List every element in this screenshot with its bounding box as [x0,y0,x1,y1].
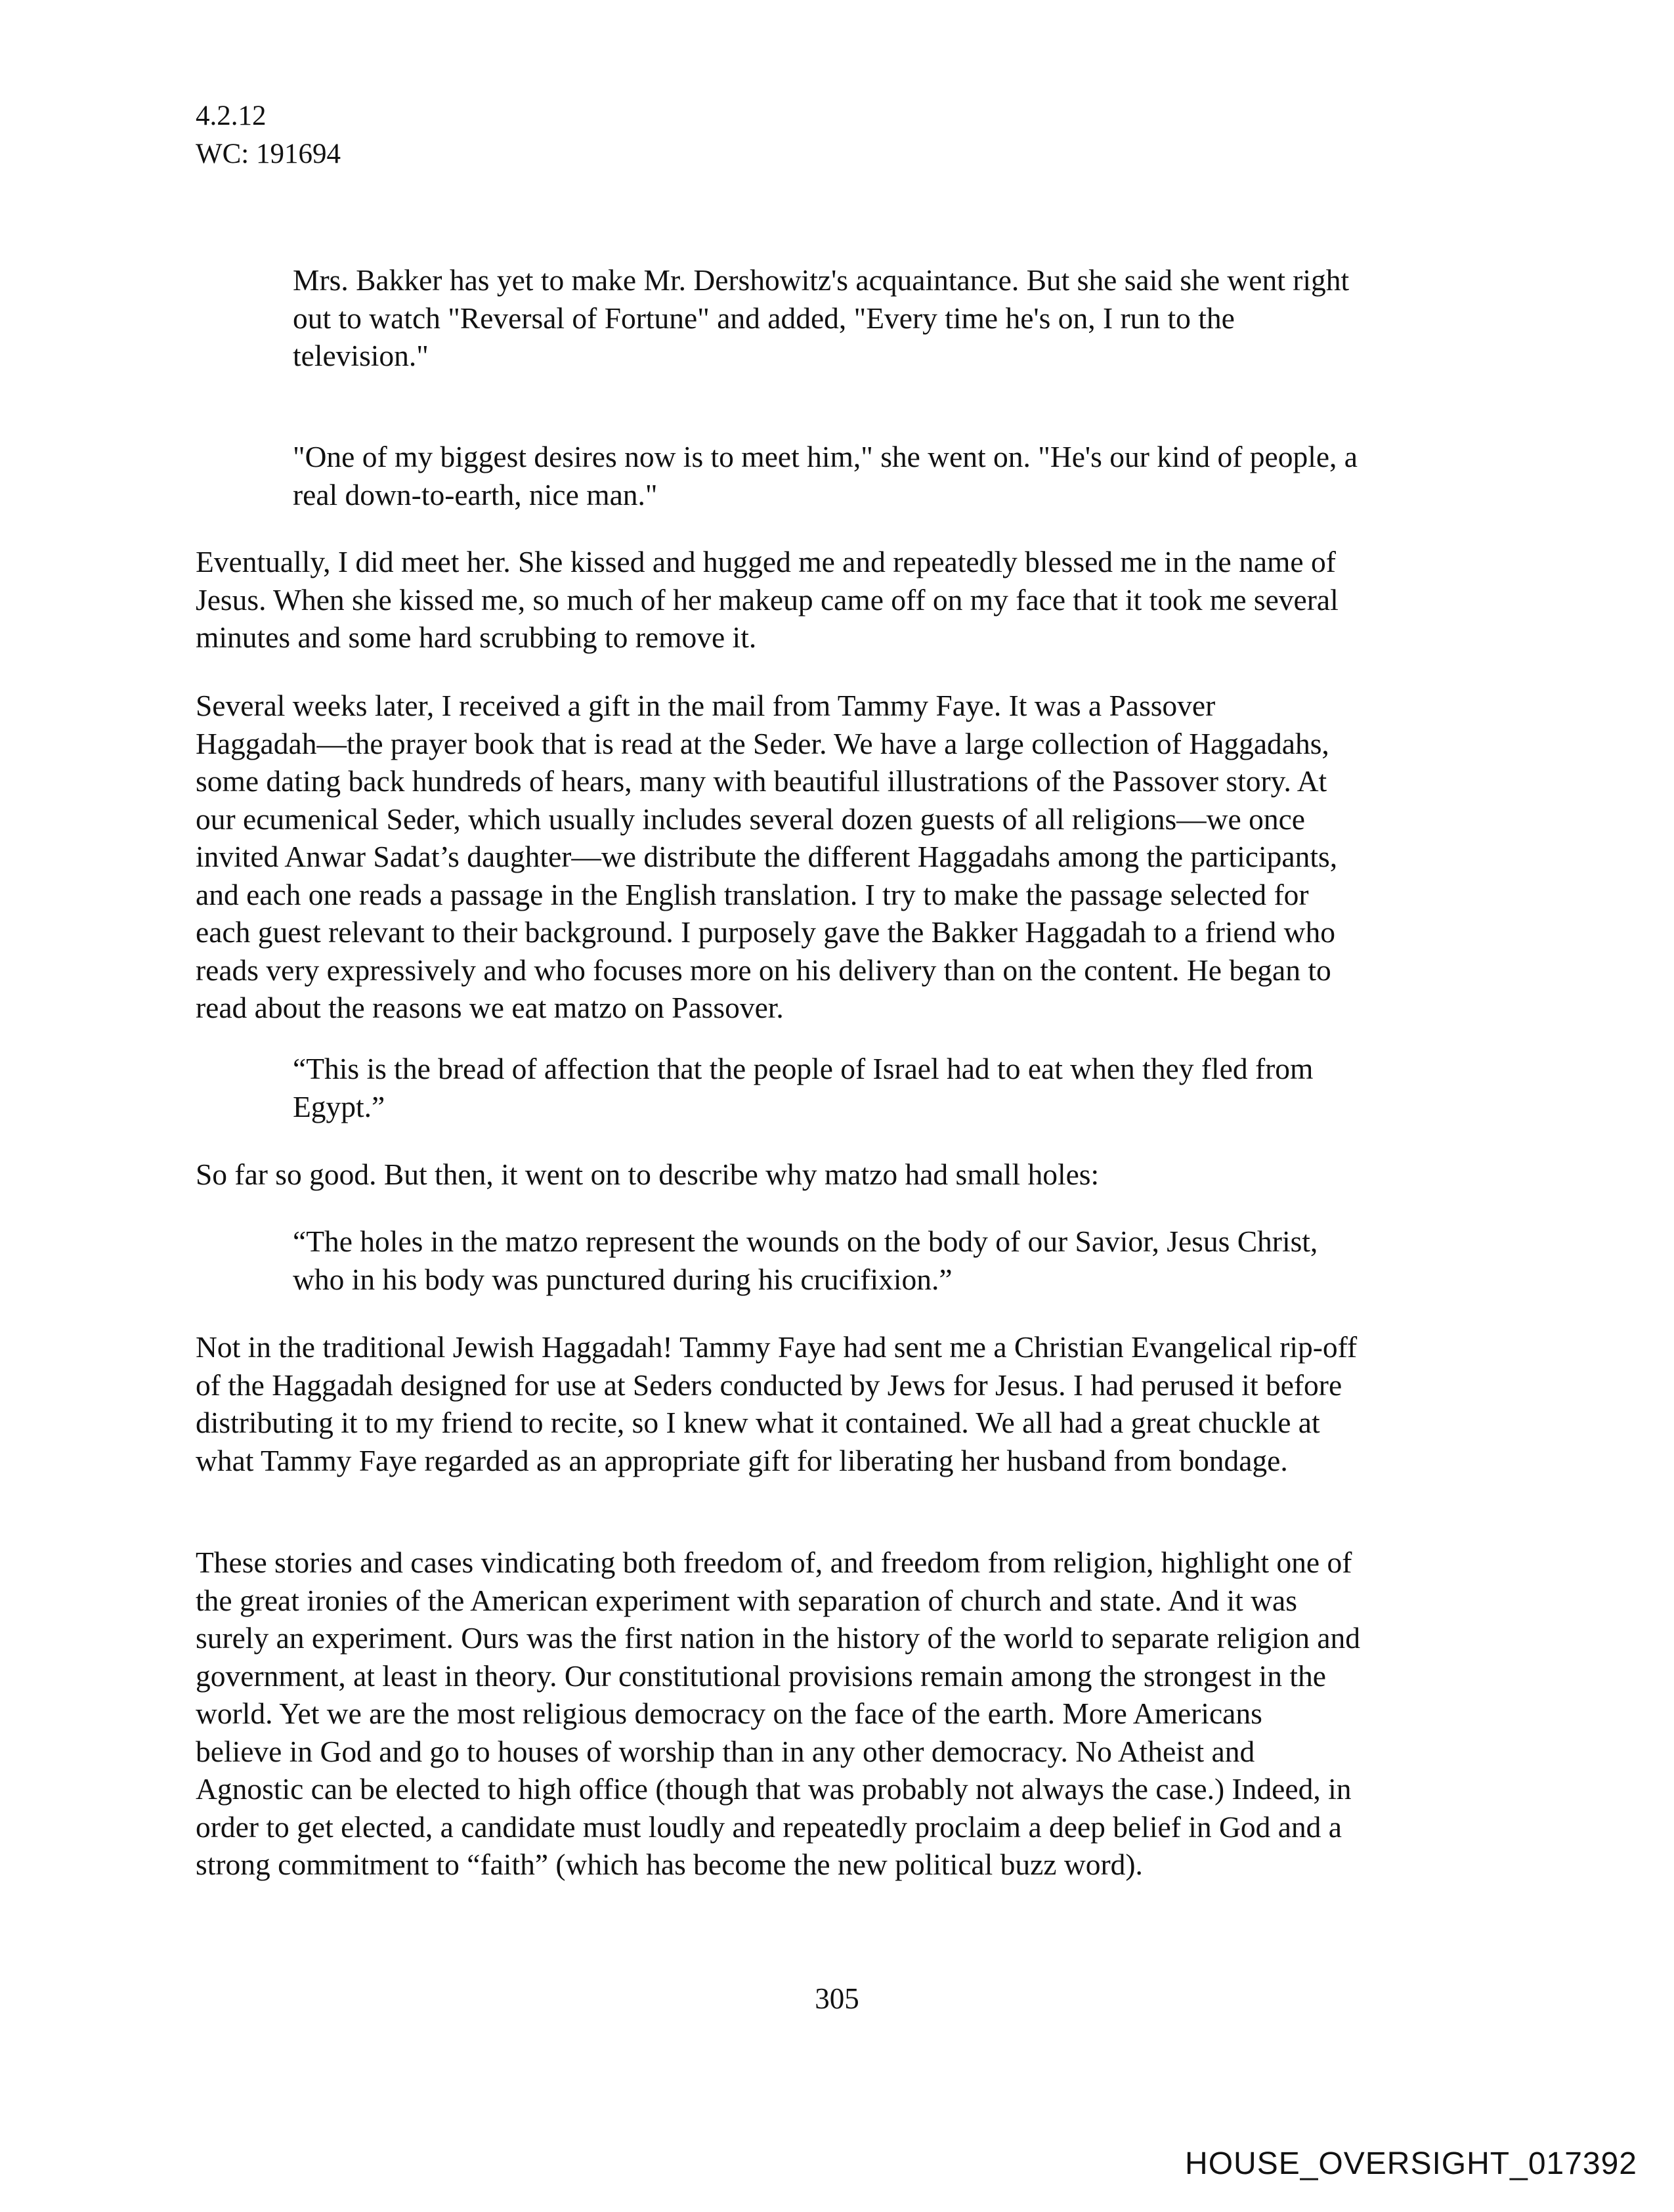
quote-bakker-acquaintance [293,261,1349,375]
text-line: Eventually, I did meet her. She kissed and hugged me and repeatedly blessed me in the name of [196,545,1336,578]
text-line: "One of my biggest desires now is to meet him," she went on. "He's our kind of people, a [293,440,1358,473]
text-line: Egypt.” [293,1089,385,1123]
draft-date: 4.2.12 [196,100,267,131]
text-line: Agnostic can be elected to high office (though that was probably not always the case.) Indeed, in [196,1772,1352,1806]
text-line: television." [293,339,429,372]
text-line: So far so good. But then, it went on to describe why matzo had small holes: [196,1158,1100,1191]
bates-stamp: HOUSE_OVERSIGHT_017392 [1185,2146,1637,2181]
text-line: invited Anwar Sadat’s daughter—we distribute the different Haggadahs among the participants, [196,840,1338,873]
text-line: distributing it to my friend to recite, so I knew what it contained. We all had a great chuckle at [196,1406,1320,1439]
quote-desire-to-meet [293,438,1358,513]
text-line: Jesus. When she kissed me, so much of her makeup came off on my face that it took me several [196,582,1339,617]
text-line: government, at least in theory. Our constitutional provisions remain among the strongest in the [196,1659,1326,1693]
text-line: surely an experiment. Ours was the first nation in the history of the world to separate religion and [196,1621,1361,1655]
text-line: what Tammy Faye regarded as an appropriate gift for liberating her husband from bondage. [196,1443,1288,1477]
text-line: Several weeks later, I received a gift in the mail from Tammy Faye. It was a Passover [196,689,1216,722]
paragraph-not-traditional [196,1328,1357,1479]
text-line: These stories and cases vindicating both freedom of, and freedom from religion, highlight one of [196,1546,1352,1579]
paragraph-haggadah-gift [196,687,1337,1027]
text-line: out to watch "Reversal of Fortune" and added, "Every time he's on, I run to the [293,301,1235,335]
text-line: minutes and some hard scrubbing to remove it. [196,620,757,654]
quote-bread-of-affection [293,1050,1313,1125]
text-line: Haggadah—the prayer book that is read at the Seder. We have a large collection of Haggadahs, [196,726,1329,760]
text-line: of the Haggadah designed for use at Seders conducted by Jews for Jesus. I had perused it before [196,1368,1342,1402]
text-line: real down-to-earth, nice man." [293,477,658,511]
word-count: WC: 191694 [196,139,341,169]
text-line: “The holes in the matzo represent the wounds on the body of our Savior, Jesus Christ, [293,1225,1318,1258]
text-line: believe in God and go to houses of worship than in any other democracy. No Atheist and [196,1734,1255,1768]
text-line: Not in the traditional Jewish Haggadah! Tammy Faye had sent me a Christian Evangelical rip-off [196,1330,1358,1364]
paragraph-so-far-so-good [196,1156,1099,1194]
text-line: world. Yet we are the most religious democracy on the face of the earth. More Americans [196,1697,1262,1730]
text-line: each guest relevant to their background. I purposely gave the Bakker Haggadah to a friend who [196,915,1335,949]
text-line: some dating back hundreds of hears, many with beautiful illustrations of the Passover story. At [196,764,1327,798]
text-line: who in his body was punctured during his crucifixion.” [293,1262,953,1296]
text-line: read about the reasons we eat matzo on Passover. [196,991,784,1024]
text-line: and each one reads a passage in the English translation. I try to make the passage selected for [196,877,1309,911]
text-line: “This is the bread of affection that the people of Israel had to eat when they fled from [293,1052,1314,1085]
text-line: the great ironies of the American experiment with separation of church and state. And it was [196,1583,1297,1617]
page-number: 305 [815,1982,859,2015]
paragraph-met-her [196,543,1339,657]
quote-matzo-holes [293,1223,1318,1298]
text-line: our ecumenical Seder, which usually includes several dozen guests of all religions—we once [196,802,1305,836]
paragraph-separation-church-state [196,1544,1360,1884]
text-line: order to get elected, a candidate must loudly and repeatedly proclaim a deep belief in God and a [196,1810,1342,1844]
text-line: reads very expressively and who focuses more on his delivery than on the content. He began to [196,953,1331,987]
text-line: Mrs. Bakker has yet to make Mr. Dershowitz's acquaintance. But she said she went right [293,263,1350,297]
text-line: strong commitment to “faith” (which has become the new political buzz word). [196,1848,1143,1881]
